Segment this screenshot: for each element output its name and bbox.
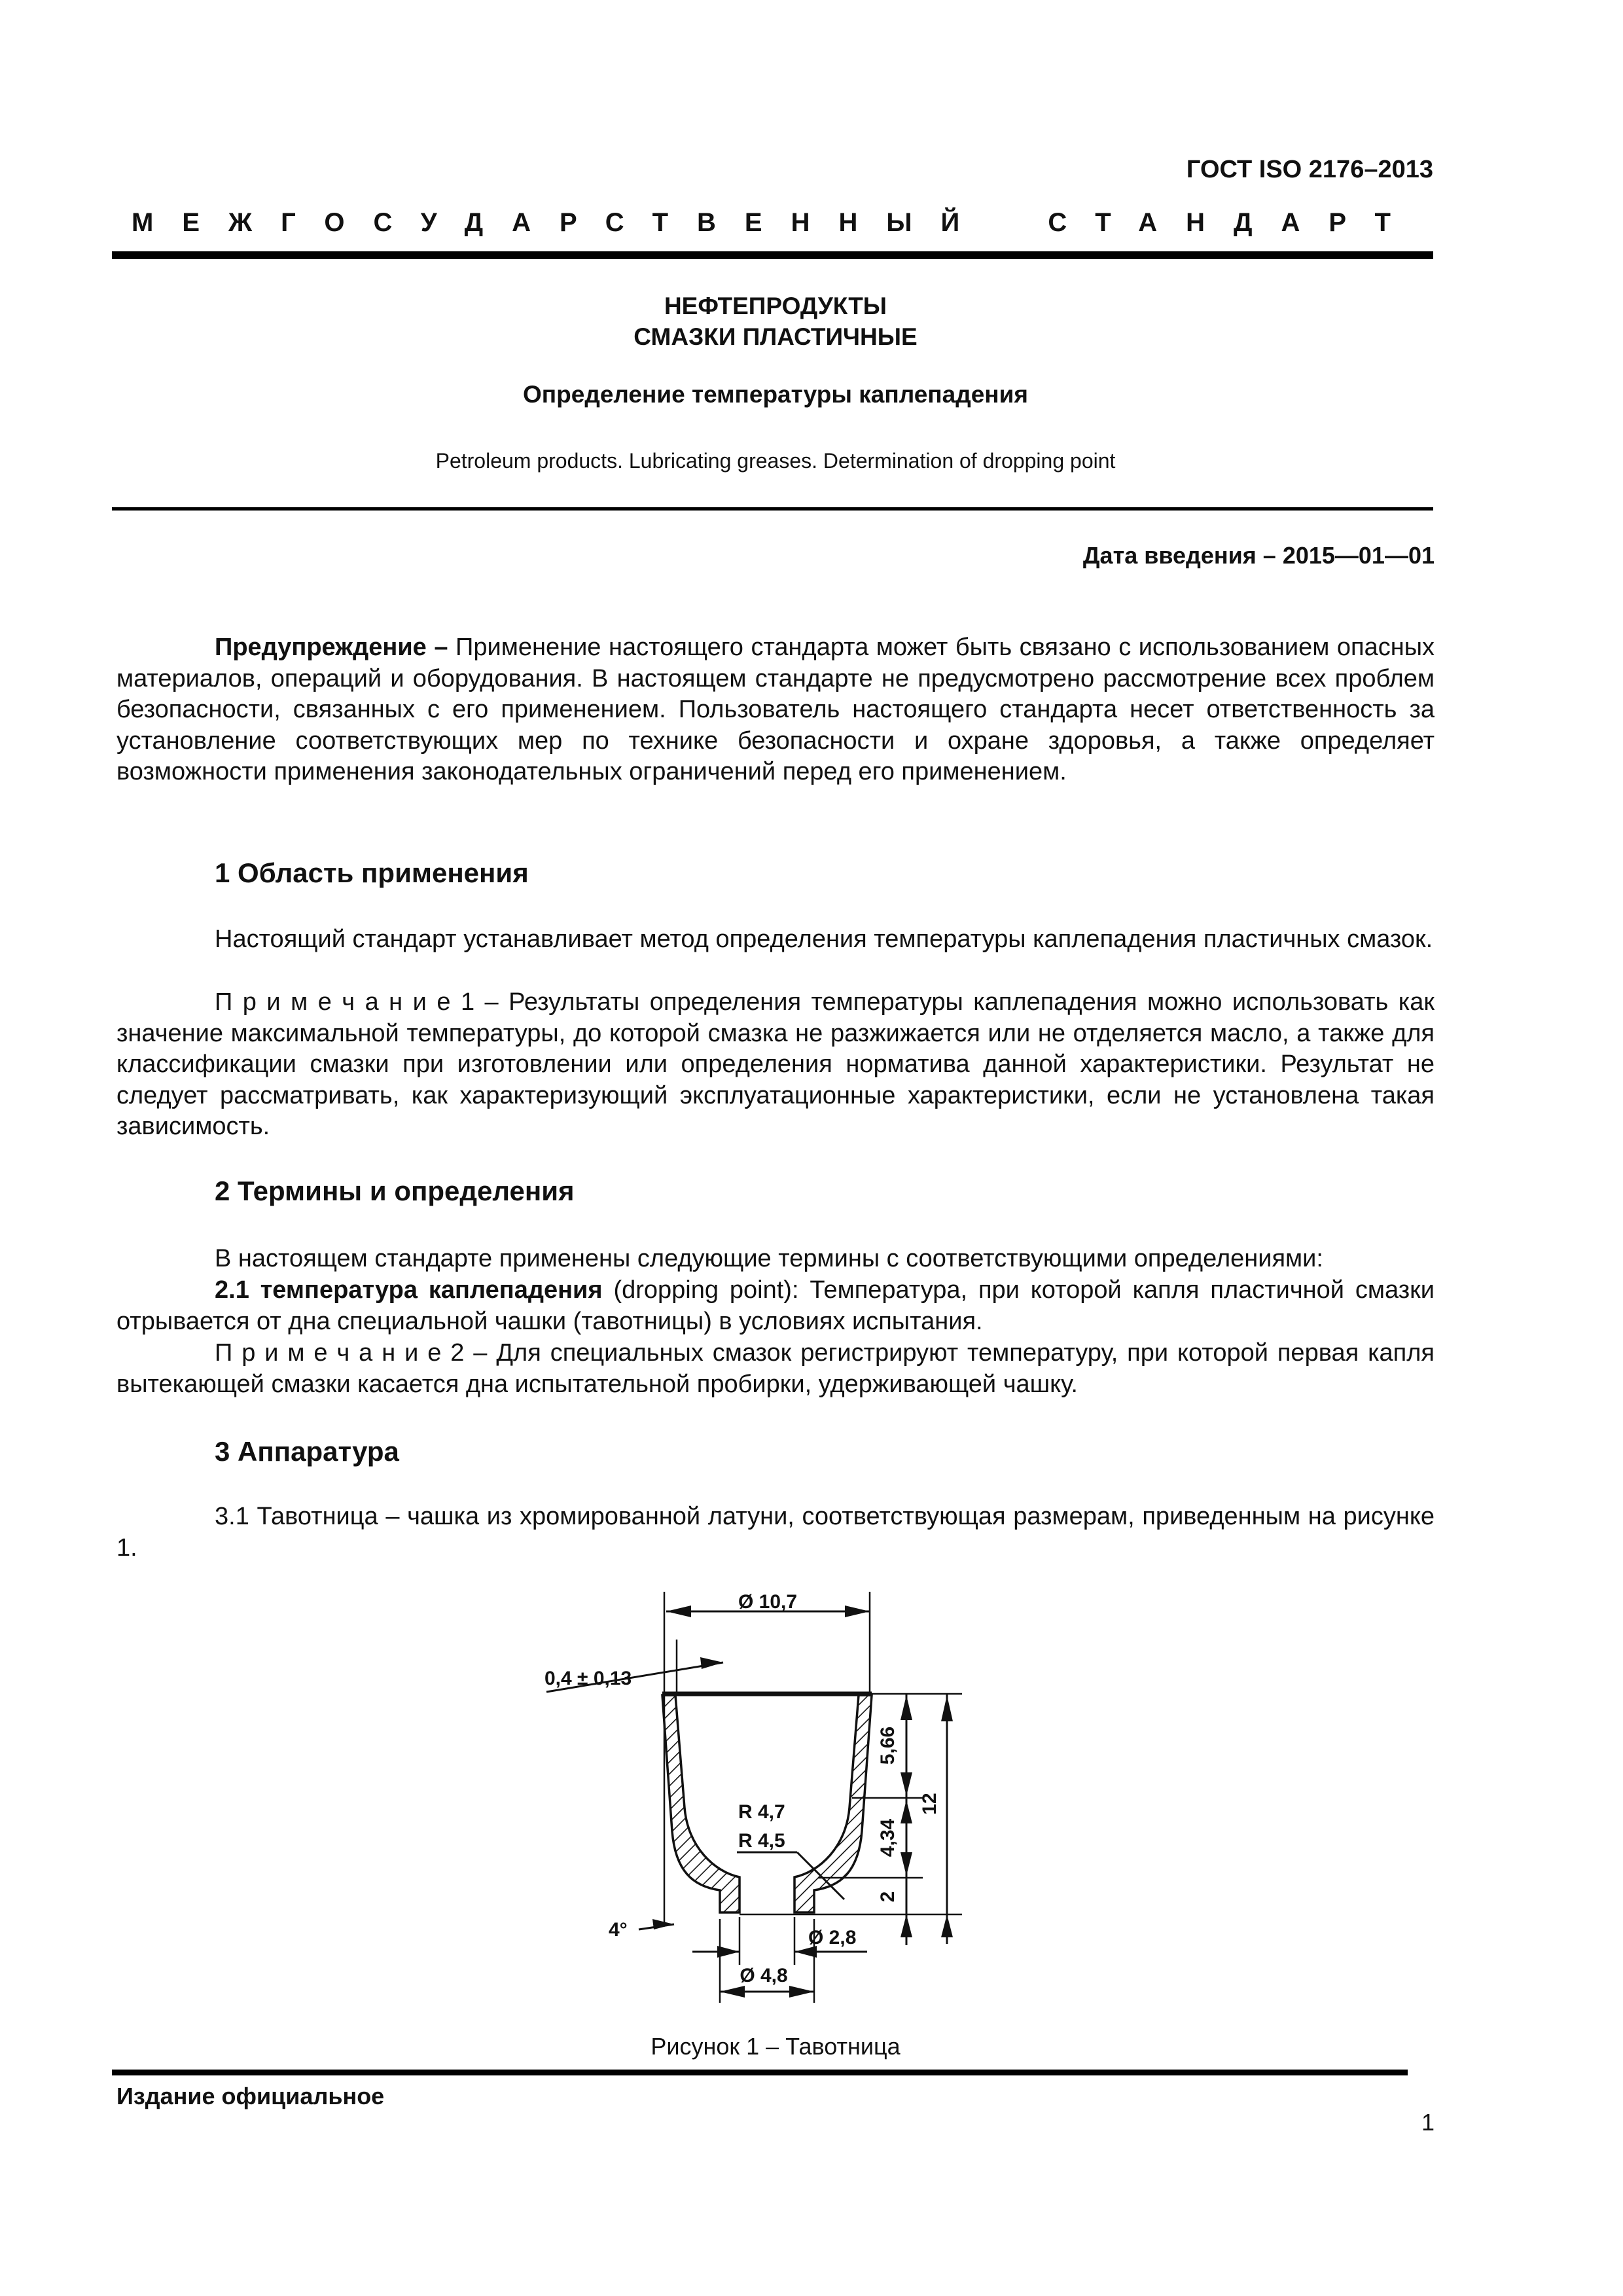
- figure-drawing: [537, 1584, 982, 2016]
- title-block: [116, 291, 1435, 352]
- dim-label-hole-diameter: Ø 2,8: [808, 1927, 857, 1948]
- dim-label-taper-angle: 4°: [609, 1919, 628, 1941]
- standard-banner: МЕЖГОСУДАРСТВЕННЫЙ СТАНДАРТ: [132, 208, 1419, 237]
- section-2-term: [116, 1275, 1435, 1337]
- section-3-paragraph: 3.1 Тавотница – чашка из хромированной латуни, соответствующая размерам, приведенным на рисунке 1.: [116, 1503, 1435, 1562]
- dim-label-stem-height: 2: [877, 1891, 899, 1903]
- section-3-heading: 3 Аппаратура: [215, 1436, 399, 1467]
- warning-text: Применение настоящего стандарта может быть связано с использованием опасных материалов, операций и оборудования. В настоящем стандарте не предусмотрено рассмотрение всех проблем безопасности, связанных с его применением. Пользователь настоящего стандарта несет ответственность за установление соответствующих мер по технике безопасности и охране здоровья, а также определяет возможности применения законодательных ограничений перед его применением.: [116, 634, 1435, 785]
- effective-date: Дата введения – 2015—01—01: [1082, 542, 1435, 569]
- warning-lead: Предупреждение –: [215, 634, 448, 661]
- edition-note: Издание официальное: [116, 2083, 385, 2109]
- subtitle-en: Petroleum products. Lubricating greases. Determination of dropping point: [435, 449, 1116, 473]
- dim-label-total-height: 12: [919, 1793, 940, 1815]
- banner-rule: [112, 251, 1433, 259]
- footer-rule: [112, 2070, 1408, 2075]
- section-1-heading: 1 Область применения: [215, 857, 529, 888]
- section-2-paragraph: В настоящем стандарте применены следующие термины с соответствующими определениями:: [215, 1245, 1323, 1272]
- title-line-1: НЕФТЕПРОДУКТЫ: [664, 293, 887, 319]
- section-2-note: П р и м е ч а н и е 2 – Для специальных смазок регистрируют температуру, при которой первая капля вытекающей смазки касается дна испытательной пробирки, удерживающей чашку.: [116, 1339, 1435, 1398]
- dim-label-top-diameter: Ø 10,7: [738, 1591, 798, 1613]
- dim-label-wall-thickness: 0,4 ± 0,13: [544, 1668, 632, 1689]
- dim-label-depth-middle: 4,34: [877, 1818, 899, 1857]
- warning-paragraph: [116, 632, 1435, 788]
- dim-label-radius-inner: R 4,5: [738, 1830, 785, 1852]
- dim-label-radius-outer: R 4,7: [738, 1801, 785, 1823]
- dim-label-depth-upper: 5,66: [877, 1726, 899, 1765]
- page-number: 1: [1421, 2109, 1435, 2136]
- dimension-arrows: [652, 1605, 953, 1998]
- dim-label-stem-diameter: Ø 4,8: [740, 1965, 788, 1986]
- section-1-paragraph: Настоящий стандарт устанавливает метод определения температуры каплепадения пластичных смазок.: [215, 925, 1433, 953]
- title-rule: [112, 507, 1433, 511]
- term-lead: 2.1 температура каплепадения: [215, 1276, 603, 1304]
- figure-caption: Рисунок 1 – Тавотница: [651, 2033, 901, 2060]
- doc-code: ГОСТ ISO 2176–2013: [1186, 156, 1433, 183]
- title-line-2: СМАЗКИ ПЛАСТИЧНЫЕ: [633, 323, 918, 350]
- section-2-heading: 2 Термины и определения: [215, 1175, 575, 1206]
- term-definition: (dropping point): Температура, при которой капля пластичной смазки отрывается от дна специальной чашки (тавотницы) в условиях испытания.: [116, 1276, 1435, 1335]
- subtitle-ru: Определение температуры каплепадения: [523, 381, 1028, 408]
- section-1-note: П р и м е ч а н и е 1 – Результаты определения температуры каплепадения можно использовать как значение максимальной температуры, до которой смазка не разжижается или не отделяется масло, а также для классификации смазки при изготовлении или определения норматива данной характеристики. Результат не следует рассматривать, как характеризующий эксплуатационные характеристики, если не установлена такая зависимость.: [116, 988, 1435, 1140]
